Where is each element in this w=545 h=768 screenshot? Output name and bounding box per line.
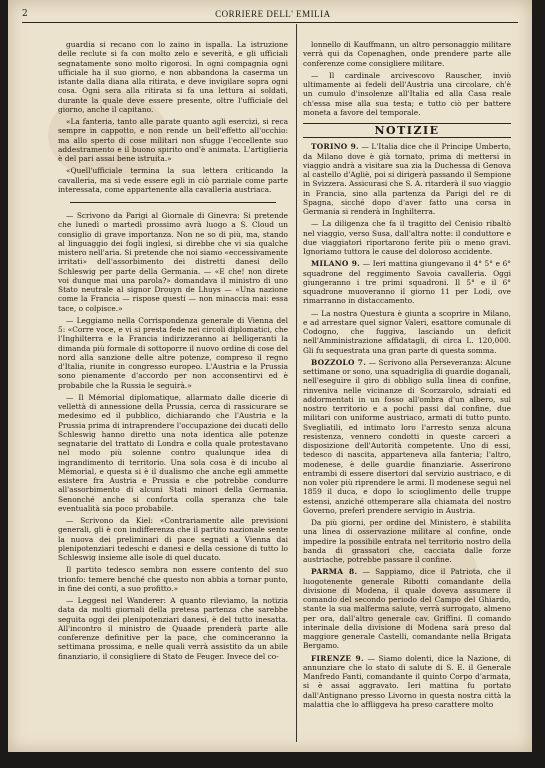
news-text: — Scrivono alla Perseveranza: Alcune settimane or sono, una squadriglia di guardie doganali, nell'eseguire il giro di obbligo sulla linea di confine, rinveniva nelle vicinanze di Scorzarolo, sdraiati ed addormentati in un fosso all'ombra d'un albero, sul nostro territorio e a pochi passi dal confine, due militari con uniforme austriaco, armati di tutto punto. Svegliatili, ed intimato loro l'arresto senza alcuna resistenza, vennero condotti in queste carceri a disposizione dell'Autorità competente. Uno di essi, tedesco di nascita, apparteneva alla fanteria; l'altro, modenese, è delle guardie finanziarie. Asserirono entrambi di essere disertori dal servizio austriaco, e di non voler più riprendere le armi. Il modenese seguì nel 1859 il duca, e dopo lo scioglimento delle truppe estensi, anziché ottemperare alla chiamata del nostro Governo, preferì prendere servigio in Austria.	[303, 357, 511, 515]
paragraph: «La fanteria, tanto alle parate quanto agli esercizi, si reca sempre in cappotto, e non rende un bell'effetto all'occhio: ma allo sperto di cose militari non sfugge l'eccellente suo addestramento e il buono spirito ond'è animata. L'artiglieria è del pari assai bene istruita.»	[58, 117, 288, 163]
news-dateline: BOZZOLO 7.	[311, 357, 367, 367]
news-text: — La nostra Questura è giunta a scoprire in Milano, e ad arrestare quel signor Valeri, esattore comunale di Codogno, che fuggiva, lasciando un deficit nell'Amministrazione affidatagli, di circa L. 120,000. Gli fu sequestrata una gran parte di questa somma.	[303, 308, 511, 355]
news-item	[303, 358, 511, 515]
paragraph: «Quell'ufficiale termina la sua lettera criticando la cavalleria, ma si vede essere egli in ciò parziale come parte interessata, come appartenente alla cavalleria austriaca.	[58, 166, 288, 194]
page-number: 2	[22, 9, 28, 19]
news-item	[303, 518, 511, 564]
news-item	[303, 142, 511, 216]
newspaper-page	[8, 0, 532, 752]
section-heading-notizie: NOTIZIE	[303, 123, 511, 138]
paragraph: — Il Mémorial diplomatique, allarmato dalle dicerie di vellettà di annessione della Prussia, cerca di rassicurare se medesimo ed il pubblico, dichiarando che l'Austria e la Prussia prima di intraprendere l'occupazione dei ducati dello Schleswig hanno diretto una nota identica alle potenze segnatarie del trattato di Londra e colla quale protestavano nel modo più solenne contro qualunque idea di ingrandimento di territorio. Una sola cosa è di incubo al Mémorial, e questa si è il dualismo che anche egli ammette esistere fra Austria e Prussia e che potrebbe condurre all'assorbimento di alcuni Stati minori della Germania. Senonché anche si conforta colla speranza che tale eventualità sia poco probabile.	[58, 392, 288, 513]
news-item	[303, 654, 511, 710]
news-item	[303, 567, 511, 650]
news-text: — L'Italia dice che il Principe Umberto, da Milano dove è già tornato, prima di mettersi in viaggio andrà a visitare sua zia la Duchessa di Genova al castello d'Agliè, poi si dirigerà passando il Sempione in Svizzera. Assicurasi che S. A. ritarderà il suo viaggio in Francia, sino alla partenza da Parigi del re di Spagna, sicché dopo d'aver fatto una corsa in Germania si renderà in Inghilterra.	[303, 142, 511, 216]
news-text: Da più giorni, per ordine del Ministero, è stabilita una linea di osservazione militare al confine, onde impedire la possibile entrata nel territorio nostro della banda di grassatori che, cacciata dalle forze austriache, potrebbe passare il confine.	[303, 518, 511, 564]
news-text: — Sappiamo, dice il Patriota, che il luogotenente generale Ribotti comandante della divisione di Modena, il quale doveva assumere il comando del secondo periodo del Campo del Ghiardo, stante la sua malferma salute, verrà surrogato, almeno per ora, dall'altro generale cav. Griffini. Il comando interinale della divisione di Modena sarà preso dal maggiore generale Castelli, comandante nella Brigata Bergamo.	[303, 567, 512, 651]
paragraph: — Il cardinale arcivescovo Rauscher, inviò ultimamente ai fedeli dell'Austria una circolare, ch'è un cumulo d'insolenze all'Italia ed alla Casa reale ch'essa mise alla sua testa; e tutto ciò per battere moneta a favore del temporale.	[303, 70, 511, 117]
right-column	[303, 40, 511, 709]
left-column	[58, 40, 288, 661]
news-text: — Ieri mattina giungevano il 4° 5° e 6° squadrone del reggimento Savoia cavalleria. Oggi giungeranno i tre primi squadroni. Il 5° e il 6° squadrone muoveranno il giorno 11 per Lodi, ove rimarranno in distaccamento.	[303, 259, 511, 306]
paragraph: — Leggiamo nella Corrispondenza generale di Vienna del 5: «Corre voce, e vi si presta fede nei circoli diplomatici, che l'Inghilterra e la Francia indirizzeranno ai belligeranti la dimanda più formale di sottoporre il nuovo ordine di cose del nord alla sanzione delle altre potenze, compreso il regno d'Italia, riunite in congresso europeo. L'Austria e la Prussia sono pienamente d'accordo per non acconsentirvi ed è probabile che la Russia le seguirà.»	[58, 315, 288, 390]
paragraph: lonnello di Kauffmann, un altro personaggio militare verrà qui da Copenaghen, onde prendere parte alle conferenze come consigliere militare.	[303, 40, 511, 68]
paragraph: Il partito tedesco sembra non essere contento del suo trionfo: temere benché che questo non abbia a tornar punto, in fine dei conti, a suo profitto.»	[58, 565, 288, 593]
news-dateline: MILANO 9.	[311, 259, 361, 269]
newspaper-title: CORRIERE DELL' EMILIA	[215, 9, 331, 19]
news-item	[303, 309, 511, 355]
paragraph: — Scrivono da Kiel: «Contrariamente alle previsioni generali, gli è con indifferenza che il partito nazionale sente la nuova dei preliminari di pace segnati a Vienna dai plenipotenziari tedeschi e danesi e della cessione di tutto lo Schleswig insieme alle isole di quel ducato.	[58, 516, 288, 562]
section-divider	[70, 202, 276, 203]
news-dateline: FIRENZE 9.	[311, 653, 364, 663]
paragraph: guardia si recano con lo zaino in ispalla. La istruzione delle reclute si fa con molto zelo e severità, e gli ufficiali segnatamente sono molto rigorosi. In ogni compagnia ogni ufficiale ha il suo giorno, e non abbandona la caserma un istante dalla diana alla ritirata, e deve invigilare sopra ogni cosa. Ogni sera alla ritirata si fa una lettura ai soldati, durante la quale deve essere presente, oltre l'ufficiale del giorno, anche il capitano.	[58, 40, 288, 114]
news-text: — Siamo dolenti, dice la Nazione, di annunziare che lo stato di salute di S. E. il Generale Manfredo Fanti, comandante il quinto Corpo d'armata, si è assai aggravato. Ieri mattina fu portato dall'Antignano presso Livorno in questa nostra città la malattia che lo affliggeva ha preso carattere molto	[303, 653, 511, 709]
page-header	[22, 6, 518, 23]
news-dateline: PARMA 8.	[311, 567, 358, 577]
news-text: — La diligenza che fa il tragitto del Cenisio ribaltò nel viaggio, verso Susa, dall'altra notte: il conduttore e due viaggiatori riportarono ferite più o meno gravi. Ignoriamo tuttora le cause del doloroso accidente.	[303, 219, 511, 256]
column-rule	[296, 24, 297, 742]
news-item	[303, 259, 511, 305]
paragraph: — Leggesi nel Wanderer: A quanto rileviamo, la notizia data da molti giornali della pretesa partenza che sarebbe seguita oggi dei plenipotenziari danesi, è del tutto inesatta. All'incontro il ministro de Quaade prenderà parte alle conferenze definitive per la pace, che cominceranno la settimana prossima, e nelle quali verrà assistito da un abile finanziario, il consigliere di Stato de Feuger. Invece del co-	[58, 596, 288, 661]
news-dateline: TORINO 9.	[311, 142, 359, 152]
news-item	[303, 219, 511, 256]
paragraph: — Scrivono da Parigi al Giornale di Ginevra: Si pretende che lunedì o martedì prossimo avrà luogo a S. Cloud un consiglio di grave importanza. Non ne so di più, ma, stando al linguaggio dei fogli inglesi, si direbbe che vi sia qualche mistero nell'aria. Si pretende che noi siamo «eccessivamente irritati» dell'assorbimento dei distretti danesi dello Schleswig per parte della Germania. — «E che! non direte voi dunque mai una parola?» domandava il ministro di uno Stato neutrale al signor Drouyn de Lhuys — «Una nazione come la Francia — rispose questi — non minaccia mai: essa tace, o colpisce.»	[58, 211, 288, 313]
